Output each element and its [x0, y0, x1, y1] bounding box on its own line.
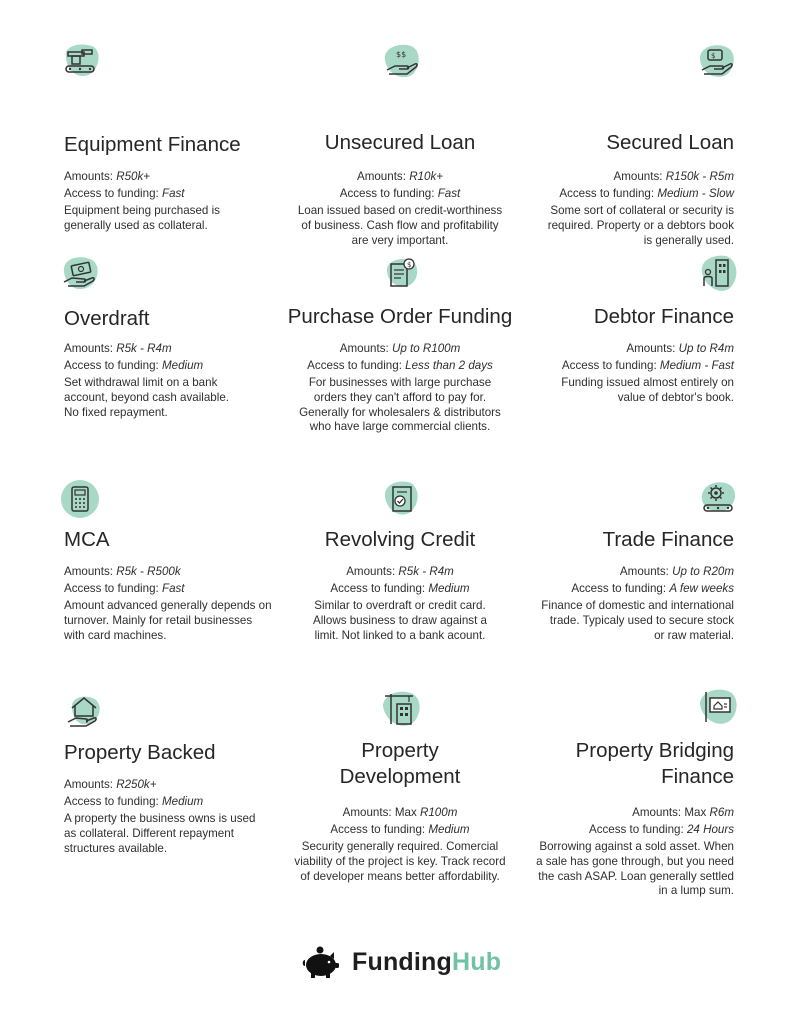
description-line: For businesses with large purchase — [308, 376, 492, 390]
description-line: Some sort of collateral or security is — [550, 204, 734, 218]
description-line: Allows business to draw against a — [313, 613, 487, 627]
access-value: Medium - Slow — [657, 187, 734, 201]
access-value: Less than 2 days — [405, 359, 493, 373]
brand-part-funding: Funding — [352, 948, 452, 976]
hand-moneybag-icon — [694, 40, 738, 84]
access-label: Access to funding: — [64, 795, 159, 809]
svg-text:$: $ — [711, 52, 716, 60]
access-row — [484, 582, 734, 597]
amounts-prefix: Max — [394, 806, 417, 819]
description-line: structures available. — [64, 841, 168, 855]
description-line: turnover. Mainly for retail businesses — [64, 613, 253, 627]
access-label: Access to funding: — [330, 823, 426, 837]
description-line: Set withdrawal limit on a bank — [64, 376, 218, 390]
amounts-row — [484, 170, 734, 185]
amounts-value: R10k+ — [409, 170, 444, 183]
access-label: Access to funding: — [571, 582, 667, 596]
amounts-label: Amounts: — [626, 342, 676, 355]
card-title — [484, 304, 734, 330]
description-line: Funding issued almost entirely on — [561, 376, 734, 390]
amounts-row — [484, 342, 734, 357]
title-line: Equipment Finance — [64, 133, 241, 156]
description-line: Generally for wholesalers & distributors — [299, 405, 501, 419]
amounts-value: R250k+ — [116, 778, 157, 791]
description-line: of business. Cash flow and profitability — [301, 218, 499, 232]
description — [484, 376, 734, 405]
amounts-label: Amounts: — [342, 806, 392, 819]
access-label: Access to funding: — [588, 823, 684, 837]
description-line: account, beyond cash available. — [64, 390, 230, 404]
description-line: Amount advanced generally depends on — [64, 599, 272, 613]
title-line: Development — [339, 765, 461, 788]
piggy-bank-icon — [300, 944, 340, 980]
access-label: Access to funding: — [561, 359, 657, 373]
description-line: orders they can't afford to pay for. — [313, 390, 487, 404]
description — [484, 599, 734, 643]
amounts-value: R50k+ — [116, 170, 151, 183]
amounts-value: R5k - R4m — [116, 342, 172, 355]
card-title — [484, 527, 734, 553]
title-line: Overdraft — [64, 307, 150, 330]
title-line: Debtor Finance — [593, 305, 734, 328]
access-value: Medium — [161, 359, 204, 373]
description-line: Security generally required. Comercial — [301, 840, 499, 854]
amounts-value: Up to R4m — [678, 342, 734, 355]
description-line: Finance of domestic and international — [541, 599, 734, 613]
amounts-value: R5k - R4m — [398, 565, 454, 578]
amounts-value: R150k - R5m — [665, 170, 734, 183]
gear-conveyor-icon — [696, 477, 740, 521]
hand-cash-icon — [58, 252, 102, 296]
access-row — [484, 359, 734, 374]
title-line: Secured Loan — [606, 131, 734, 154]
card-body — [484, 565, 734, 643]
description-line: Equipment being purchased is — [64, 204, 220, 218]
title-line: Unsecured Loan — [324, 131, 476, 154]
house-sign-icon — [696, 686, 740, 730]
description-line: with card machines. — [64, 628, 167, 642]
amounts-prefix: Max — [684, 806, 707, 819]
crane-building-icon — [379, 688, 423, 732]
description-line: or raw material. — [654, 628, 734, 642]
conveyor-machine-icon — [58, 40, 102, 84]
card-title — [484, 130, 734, 156]
access-label: Access to funding: — [339, 187, 435, 201]
title-line: Property Backed — [64, 741, 216, 764]
access-label: Access to funding: — [64, 582, 159, 596]
amounts-row — [484, 806, 734, 821]
access-label: Access to funding: — [559, 187, 655, 201]
amounts-value: Up to R100m — [391, 342, 461, 355]
invoice-coin-icon — [379, 252, 423, 296]
description-line: of developer means better affordability. — [300, 869, 500, 883]
access-value: Medium — [428, 582, 470, 596]
amounts-label: Amounts: — [632, 806, 682, 819]
description-line: is generally used. — [643, 233, 734, 247]
hand-house-icon — [62, 690, 106, 734]
title-line: MCA — [64, 528, 110, 551]
brand-name — [352, 948, 501, 977]
access-label: Access to funding: — [330, 582, 426, 596]
card-body — [484, 342, 734, 406]
access-row — [484, 823, 734, 838]
access-label: Access to funding: — [64, 187, 159, 201]
card-title — [484, 738, 734, 790]
amounts-value: Up to R20m — [672, 565, 734, 578]
access-value: Fast — [437, 187, 461, 201]
amounts-label: Amounts: — [613, 170, 663, 183]
title-line: Revolving Credit — [324, 528, 476, 551]
svg-text:$$: $$ — [396, 50, 407, 59]
description — [484, 204, 734, 248]
card-body — [484, 806, 734, 899]
description-line: a sale has gone through, but you need — [536, 854, 734, 868]
amounts-label: Amounts: — [619, 565, 669, 578]
description — [484, 840, 734, 898]
amounts-label: Amounts: — [64, 342, 113, 355]
description-line: who have large commercial clients. — [309, 420, 491, 434]
title-line: Property — [361, 739, 439, 762]
svg-text:$: $ — [407, 261, 412, 269]
access-row — [484, 187, 734, 202]
amounts-value: R5k - R500k — [116, 565, 181, 578]
access-label: Access to funding: — [307, 359, 402, 373]
checklist-document-icon — [379, 477, 423, 521]
building-people-icon — [696, 252, 740, 296]
brand-part-hub: Hub — [451, 948, 502, 976]
description-line: trade. Typicaly used to secure stock — [549, 613, 734, 627]
description-line: viability of the project is key. Track record — [294, 854, 506, 868]
description-line: in a lump sum. — [658, 884, 734, 898]
description-line: A property the business owns is used — [64, 812, 256, 826]
access-value: Fast — [161, 582, 185, 596]
amounts-label: Amounts: — [339, 342, 389, 355]
card-body — [484, 170, 734, 248]
description-line: are very important. — [351, 233, 449, 247]
access-value: Fast — [161, 187, 185, 201]
description-line: No fixed repayment. — [64, 405, 168, 419]
access-value: 24 Hours — [686, 823, 734, 837]
card-machine-icon — [58, 477, 102, 521]
amounts-label: Amounts: — [346, 565, 396, 578]
brand-logo — [300, 942, 520, 986]
hand-money-icon — [379, 40, 423, 84]
description-line: value of debtor's book. — [617, 390, 734, 404]
amounts-label: Amounts: — [356, 170, 406, 183]
access-value: Medium - Fast — [659, 359, 734, 373]
amounts-label: Amounts: — [64, 170, 113, 183]
description-line: the cash ASAP. Loan generally settled — [538, 869, 734, 883]
access-value: A few weeks — [669, 582, 734, 596]
description-line: Loan issued based on credit-worthiness — [297, 204, 503, 218]
description-line: generally used as collateral. — [64, 218, 208, 232]
amounts-value: R6m — [709, 806, 734, 819]
description-line: as collateral. Different repayment — [64, 826, 234, 840]
amounts-value: R100m — [419, 806, 458, 819]
title-line: Trade Finance — [602, 528, 734, 551]
title-line: Property Bridging — [575, 739, 734, 762]
description-line: limit. Not linked to a bank acount. — [314, 628, 486, 642]
amounts-label: Amounts: — [64, 565, 113, 578]
access-value: Medium — [161, 795, 204, 809]
title-line: Purchase Order Funding — [287, 305, 513, 328]
amounts-label: Amounts: — [64, 778, 113, 791]
description-line: required. Property or a debtors book — [547, 218, 734, 232]
description-line: Borrowing against a sold asset. When — [539, 840, 734, 854]
access-label: Access to funding: — [64, 359, 159, 373]
title-line: Finance — [661, 765, 734, 788]
access-value: Medium — [428, 823, 470, 837]
description-line: Similar to overdraft or credit card. — [314, 599, 486, 613]
amounts-row — [484, 565, 734, 580]
